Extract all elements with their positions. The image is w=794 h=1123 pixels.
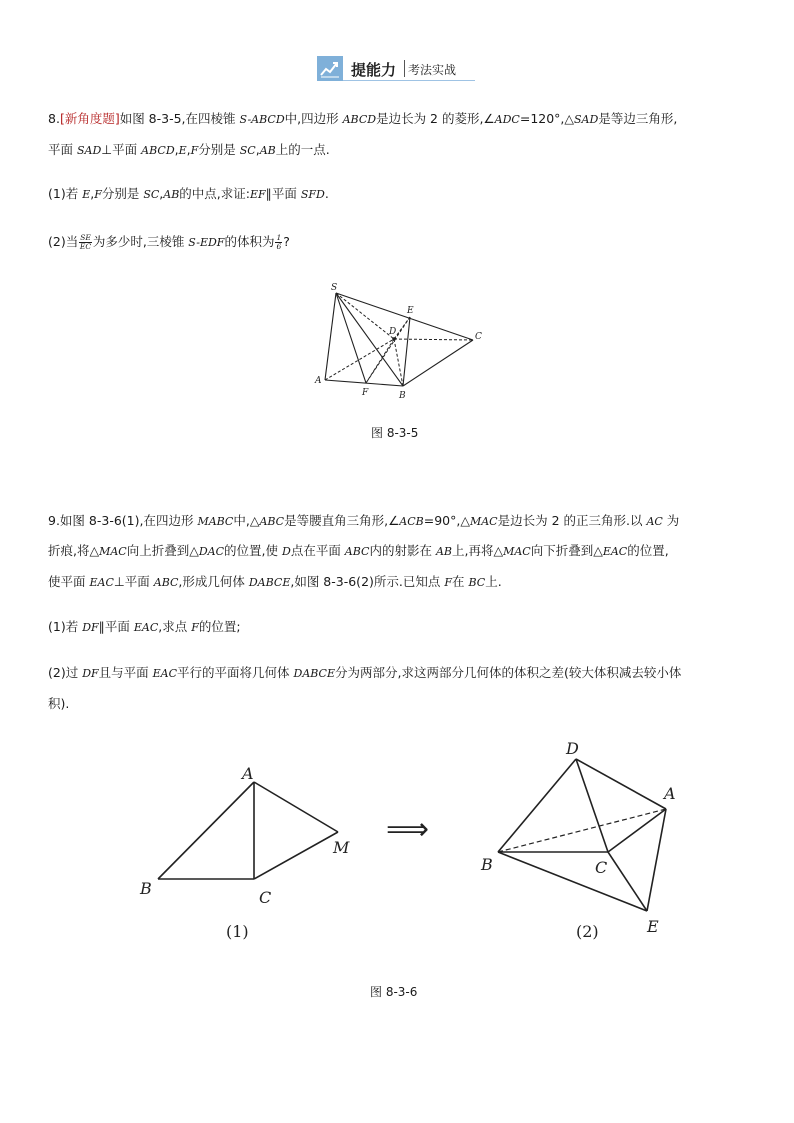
banner-underline [343,80,475,81]
label-d: D [566,739,579,758]
q8-tag: [新角度题] [59,111,120,126]
banner-title: 提能力 [351,61,397,79]
edge-cm [254,832,338,879]
edge-ca [608,809,666,852]
label-e: E [647,917,659,936]
label-d: D [389,327,397,337]
label-a: A [664,784,676,803]
q9-part-1: (1)若 DF∥平面 EAC,求点 F的位置; [48,619,241,634]
figure-8-3-5 [300,276,500,401]
q8-line-1: 8.[新角度题]如图 8-3-5,在四棱锥 S-ABCD中,四边形 ABCD是边长为 2 的菱形,∠ADC=120°,△SAD是等边三角形, [48,111,678,126]
edge-sf [336,293,366,383]
edge-eb [403,317,410,386]
figure-2-sublabel: (2) [576,922,599,941]
banner-subtitle: 考法实战 [408,63,457,77]
label-e: E [407,306,414,316]
edge-ab [158,782,254,879]
edge-bc [403,340,473,386]
q8-line-2: 平面 SAD⊥平面 ABCD,E,F分别是 SC,AB上的一点. [48,142,330,157]
figure-8-3-6-caption: 图 8-3-6 [370,985,418,999]
q9-part-2-line-2: 积). [48,696,70,711]
edge-ab [325,380,403,386]
edge-ce [608,852,647,911]
edge-sa [325,293,336,380]
edge-db [498,759,576,852]
edge-da [576,759,666,809]
q9-line-1: 9.如图 8-3-6(1),在四边形 MABC中,△ABC是等腰直角三角形,∠ACB=90°,△MAC是边长为 2 的正三角形.以 AC 为 [48,513,680,528]
q9-line-2: 折痕,将△MAC向上折叠到△DAC的位置,使 D点在平面 ABC内的射影在 AB上,再将△MAC向下折叠到△EAC的位置, [48,543,669,558]
figure-1-sublabel: (1) [226,922,249,941]
implies-arrow-icon: ⟹ [386,812,430,847]
edge-ae [647,809,666,911]
label-c: C [595,858,608,877]
fraction-one-sixth: $\frac{1}{6}$ [276,233,282,251]
point-d [392,337,396,341]
edge-am [254,782,338,832]
figure-8-3-6-2 [470,735,700,950]
figure-8-3-5-caption: 图 8-3-5 [371,426,419,440]
section-banner [317,56,475,81]
label-a: A [242,764,254,783]
label-s: S [331,283,338,293]
edge-sd [336,293,397,339]
edge-dc [576,759,608,852]
label-c: C [259,888,272,907]
label-c: C [475,332,482,342]
fraction-se-ec: $\frac{SE}{EC}$ [79,233,92,251]
q9-line-3: 使平面 EAC⊥平面 ABC,形成几何体 DABCE,如图 8-3-6(2)所示.已知点 F在 BC上. [48,574,502,589]
edge-be [498,852,647,911]
label-m: M [333,838,350,857]
edge-ef [366,317,410,383]
chart-trend-icon [317,56,343,81]
label-b: B [481,855,493,874]
label-b: B [399,391,406,401]
edge-sc [336,293,473,340]
figure-8-3-6-1 [130,760,360,945]
edge-dc [394,339,473,340]
label-a: A [315,376,322,386]
banner-divider [404,60,405,77]
q8-part-2: (2)当 $\frac{SE}{EC}$ 为多少时,三棱锥 S-EDF的体积为 $\frac{1}{6}$ ? [48,233,290,251]
q8-part-1: (1)若 E,F分别是 SC,AB的中点,求证:EF∥平面 SFD. [48,186,329,201]
label-b: B [140,879,152,898]
q9-part-2-line-1: (2)过 DF且与平面 EAC平行的平面将几何体 DABCE分为两部分,求这两部分几何体的体积之差(较大体积减去较小体 [48,665,682,680]
edge-ba-hidden [498,809,666,852]
label-f: F [362,388,369,398]
